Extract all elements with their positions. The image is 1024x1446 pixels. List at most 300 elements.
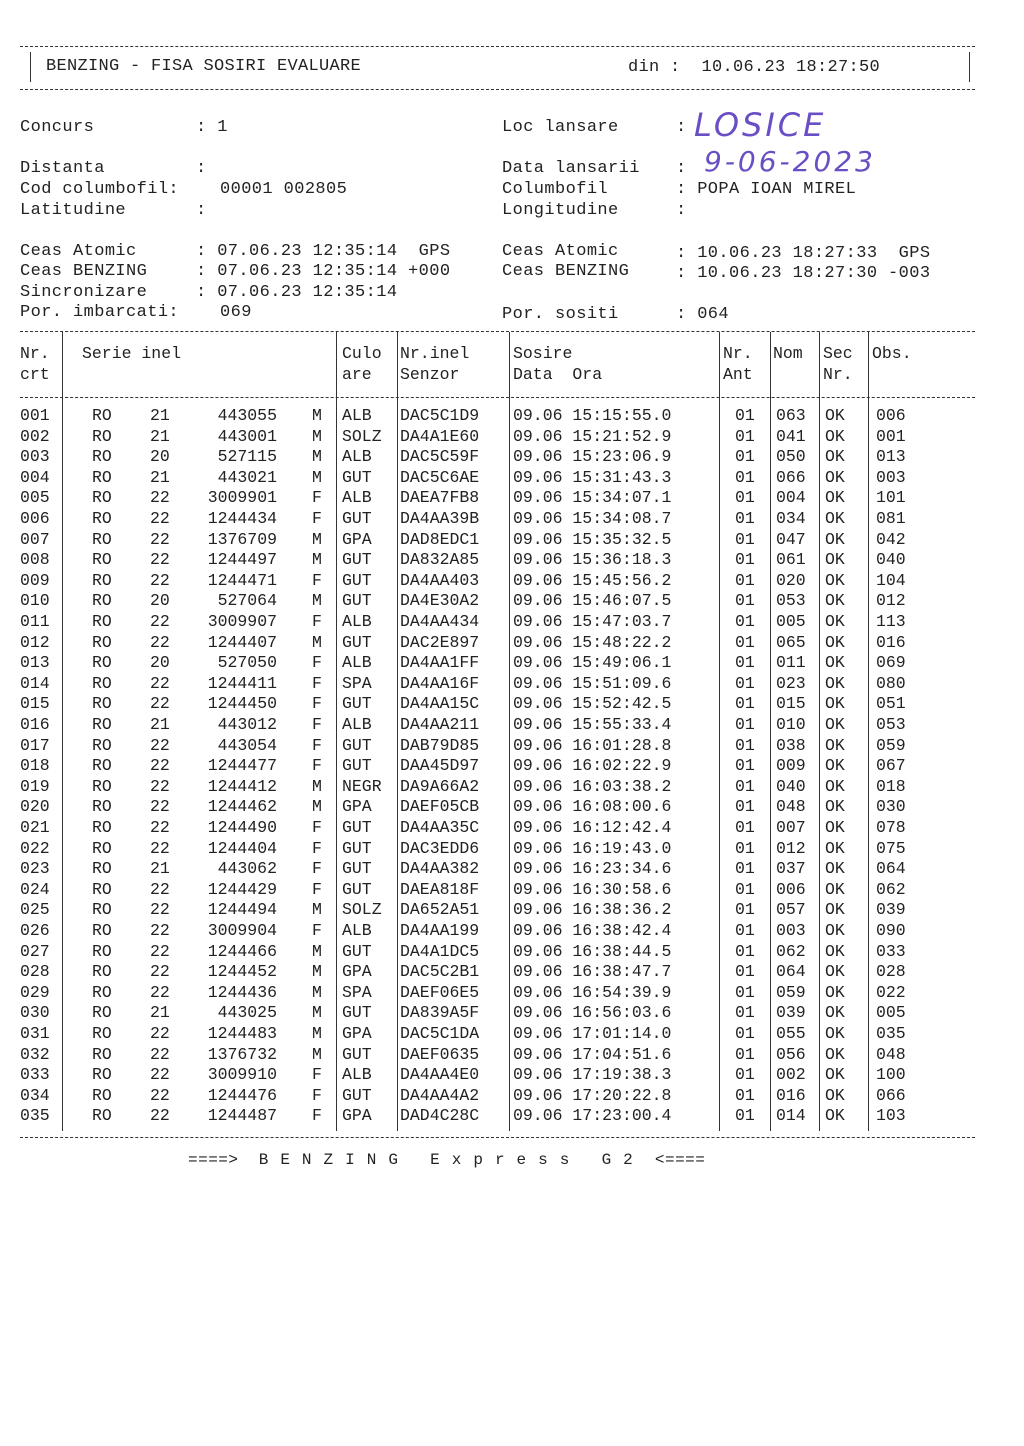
row-color: GUT [342, 1085, 372, 1105]
row-color: GPA [342, 529, 372, 549]
row-ant: 01 [735, 797, 755, 817]
sositi-value: : 064 [676, 305, 730, 324]
table-row [20, 427, 975, 448]
row-nom: 023 [776, 673, 806, 693]
row-ring: 1244487 [207, 1106, 277, 1126]
row-arrival: 09.06 15:31:43.3 [513, 467, 672, 487]
row-ant: 01 [735, 715, 755, 734]
row-obs: 003 [876, 467, 906, 487]
row-sec: OK [825, 467, 845, 487]
row-ring: 443055 [217, 406, 277, 425]
row-obs: 018 [876, 776, 906, 796]
row-year: 21 [150, 467, 170, 487]
table-row [20, 1003, 975, 1024]
row-arrival: 09.06 15:36:18.3 [513, 550, 672, 570]
row-sensor: DA832A85 [400, 550, 480, 570]
row-sensor: DA4AA211 [400, 715, 480, 734]
row-ant: 01 [735, 756, 755, 776]
row-sec: OK [825, 488, 845, 508]
row-sensor: DAC5C1DA [400, 1024, 480, 1043]
row-sex: F [312, 1065, 322, 1085]
row-color: ALB [342, 447, 372, 467]
row-obs: 090 [876, 921, 906, 940]
row-ring: 527064 [217, 591, 277, 611]
row-sec: OK [825, 694, 845, 714]
row-ant: 01 [735, 447, 755, 467]
row-nr: 018 [20, 756, 50, 776]
row-sex: M [312, 1024, 322, 1043]
row-color: GUT [342, 694, 372, 714]
table-row [20, 962, 975, 983]
table-row [20, 839, 975, 860]
row-nom: 037 [776, 859, 806, 879]
table-row [20, 633, 975, 654]
concurs-label: Concurs [20, 118, 95, 137]
row-nr: 027 [20, 941, 50, 961]
row-sex: M [312, 797, 322, 817]
row-obs: 039 [876, 900, 906, 920]
row-ant: 01 [735, 467, 755, 487]
row-ring: 1244466 [207, 941, 277, 961]
row-nr: 007 [20, 529, 50, 549]
row-nom: 003 [776, 921, 806, 940]
row-color: GUT [342, 859, 372, 879]
row-arrival: 09.06 16:19:43.0 [513, 838, 672, 858]
col-ant-header: Nr. [723, 344, 753, 363]
row-ring: 1376709 [207, 529, 277, 549]
row-sensor: DAC3EDD6 [400, 838, 480, 858]
row-arrival: 09.06 15:45:56.2 [513, 570, 672, 590]
row-color: GUT [342, 591, 372, 611]
row-sensor: DAEA818F [400, 879, 480, 899]
sositi-label: Por. sositi [502, 305, 619, 324]
row-obs: 080 [876, 673, 906, 693]
row-nr: 013 [20, 653, 50, 673]
footer-brand: ====> BENZING Express G2 <==== [188, 1151, 706, 1169]
row-ant: 01 [735, 529, 755, 549]
row-sensor: DAD8EDC1 [400, 529, 480, 549]
row-year: 22 [150, 673, 170, 693]
row-sec: OK [825, 921, 845, 940]
col-obs-header: Obs. [872, 344, 912, 363]
table-row [20, 1024, 975, 1045]
row-sex: M [312, 982, 322, 1002]
row-obs: 033 [876, 941, 906, 961]
row-sec: OK [825, 1085, 845, 1105]
row-sec: OK [825, 673, 845, 693]
data-handwritten: 9-06-2023 [704, 145, 876, 178]
row-nr: 028 [20, 962, 50, 982]
row-color: SPA [342, 982, 372, 1002]
row-sec: OK [825, 1065, 845, 1085]
row-color: GUT [342, 818, 372, 837]
row-ring: 3009901 [207, 488, 277, 508]
row-ring: 443062 [217, 859, 277, 879]
row-color: ALB [342, 612, 372, 631]
row-color: GUT [342, 1044, 372, 1064]
row-country: RO [92, 859, 112, 879]
row-arrival: 09.06 15:51:09.6 [513, 673, 672, 693]
row-sex: F [312, 735, 322, 755]
row-sec: OK [825, 529, 845, 549]
row-ant: 01 [735, 879, 755, 899]
row-color: GUT [342, 632, 372, 652]
latitudine-value: : [196, 201, 207, 220]
table-row [20, 674, 975, 695]
row-country: RO [92, 776, 112, 796]
row-ant: 01 [735, 900, 755, 920]
row-country: RO [92, 632, 112, 652]
row-obs: 066 [876, 1085, 906, 1105]
row-obs: 030 [876, 797, 906, 817]
col-culoare-header: Culo [342, 344, 382, 363]
row-sec: OK [825, 982, 845, 1002]
row-sensor: DAB79D85 [400, 735, 480, 755]
row-sensor: DA4AA1FF [400, 653, 480, 673]
col-ant-header-2: Ant [723, 365, 753, 384]
cod-value: 00001 002805 [220, 180, 348, 199]
row-nr: 009 [20, 570, 50, 590]
row-sensor: DA4AA4A2 [400, 1085, 480, 1105]
table-header-rule [20, 397, 975, 398]
row-sensor: DA4A1DC5 [400, 941, 480, 961]
row-sex: F [312, 838, 322, 858]
table-row [20, 777, 975, 798]
row-color: ALB [342, 406, 372, 425]
row-sec: OK [825, 838, 845, 858]
row-year: 22 [150, 632, 170, 652]
row-nr: 025 [20, 900, 50, 920]
row-ant: 01 [735, 632, 755, 652]
row-nr: 026 [20, 921, 50, 940]
row-obs: 042 [876, 529, 906, 549]
row-sex: F [312, 488, 322, 508]
row-ring: 527050 [217, 653, 277, 673]
row-color: GUT [342, 550, 372, 570]
col-nom-header: Nom [773, 344, 803, 363]
row-sex: F [312, 1106, 322, 1126]
row-sensor: DA4AA199 [400, 921, 480, 940]
ceas-benzing-start: : 07.06.23 12:35:14 +000 [196, 262, 451, 281]
row-nom: 010 [776, 715, 806, 734]
loc-handwritten: LOSICE [694, 106, 827, 144]
row-year: 21 [150, 426, 170, 446]
row-sensor: DA4AA4E0 [400, 1065, 480, 1085]
row-obs: 113 [876, 612, 906, 631]
row-nr: 031 [20, 1024, 50, 1043]
row-year: 22 [150, 797, 170, 817]
row-arrival: 09.06 15:23:06.9 [513, 447, 672, 467]
row-obs: 067 [876, 756, 906, 776]
row-country: RO [92, 653, 112, 673]
row-color: ALB [342, 921, 372, 940]
row-sec: OK [825, 1024, 845, 1043]
row-ring: 1244494 [207, 900, 277, 920]
row-year: 22 [150, 570, 170, 590]
row-ant: 01 [735, 673, 755, 693]
row-sec: OK [825, 591, 845, 611]
row-sex: F [312, 570, 322, 590]
row-ant: 01 [735, 612, 755, 631]
row-obs: 078 [876, 818, 906, 837]
table-row [20, 797, 975, 818]
row-nom: 002 [776, 1065, 806, 1085]
row-year: 22 [150, 921, 170, 940]
row-sensor: DA4AA16F [400, 673, 480, 693]
col-sec-header-2: Nr. [823, 365, 853, 384]
row-sex: F [312, 1085, 322, 1105]
sincronizare-value: : 07.06.23 12:35:14 [196, 283, 398, 302]
row-sensor: DA652A51 [400, 900, 480, 920]
row-ring: 443021 [217, 467, 277, 487]
row-sensor: DAEF05CB [400, 797, 480, 817]
table-top-rule [20, 331, 975, 332]
row-nom: 012 [776, 838, 806, 858]
ceas-atomic-end: : 10.06.23 18:27:33 GPS [676, 244, 931, 263]
row-ant: 01 [735, 406, 755, 425]
row-ant: 01 [735, 591, 755, 611]
row-obs: 062 [876, 879, 906, 899]
row-country: RO [92, 818, 112, 837]
row-sensor: DAC5C59F [400, 447, 480, 467]
concurs-value: : 1 [196, 118, 228, 137]
title-right-border [969, 52, 970, 82]
table-row [20, 736, 975, 757]
row-nr: 010 [20, 591, 50, 611]
row-obs: 053 [876, 715, 906, 734]
row-nr: 016 [20, 715, 50, 734]
col-senzor-header: Nr.inel [400, 344, 470, 363]
table-row [20, 571, 975, 592]
row-year: 22 [150, 488, 170, 508]
row-ring: 1244483 [207, 1024, 277, 1043]
row-obs: 101 [876, 488, 906, 508]
row-color: GUT [342, 838, 372, 858]
row-sex: F [312, 612, 322, 631]
row-sec: OK [825, 797, 845, 817]
row-nom: 040 [776, 776, 806, 796]
row-sec: OK [825, 879, 845, 899]
row-ring: 1244407 [207, 632, 277, 652]
row-sensor: DA4E30A2 [400, 591, 480, 611]
row-color: GUT [342, 735, 372, 755]
row-obs: 005 [876, 1003, 906, 1023]
row-nom: 011 [776, 653, 806, 673]
table-row [20, 1106, 975, 1127]
row-color: ALB [342, 488, 372, 508]
row-nom: 020 [776, 570, 806, 590]
row-arrival: 09.06 15:47:03.7 [513, 612, 672, 631]
row-year: 22 [150, 1044, 170, 1064]
row-arrival: 09.06 16:23:34.6 [513, 859, 672, 879]
row-nom: 015 [776, 694, 806, 714]
ceas-atomic-start: : 07.06.23 12:35:14 GPS [196, 242, 451, 261]
row-year: 22 [150, 1085, 170, 1105]
row-country: RO [92, 529, 112, 549]
row-nom: 038 [776, 735, 806, 755]
row-nr: 033 [20, 1065, 50, 1085]
row-ant: 01 [735, 509, 755, 528]
row-color: GPA [342, 1106, 372, 1126]
row-sensor: DAEF0635 [400, 1044, 480, 1064]
row-sensor: DA4AA403 [400, 570, 480, 590]
row-sex: M [312, 529, 322, 549]
row-country: RO [92, 488, 112, 508]
row-ant: 01 [735, 550, 755, 570]
row-arrival: 09.06 16:02:22.9 [513, 756, 672, 776]
row-year: 22 [150, 776, 170, 796]
row-obs: 051 [876, 694, 906, 714]
table-row [20, 591, 975, 612]
row-nr: 030 [20, 1003, 50, 1023]
row-sec: OK [825, 1106, 845, 1126]
row-country: RO [92, 962, 112, 982]
col-serie-header: Serie inel [82, 344, 182, 363]
row-obs: 104 [876, 570, 906, 590]
row-nr: 008 [20, 550, 50, 570]
row-nr: 029 [20, 982, 50, 1002]
row-ant: 01 [735, 962, 755, 982]
row-ring: 1244434 [207, 509, 277, 528]
row-ring: 3009907 [207, 612, 277, 631]
row-arrival: 09.06 15:49:06.1 [513, 653, 672, 673]
row-country: RO [92, 1085, 112, 1105]
row-country: RO [92, 1106, 112, 1126]
row-sec: OK [825, 962, 845, 982]
row-obs: 035 [876, 1024, 906, 1043]
row-country: RO [92, 982, 112, 1002]
row-year: 22 [150, 941, 170, 961]
row-sensor: DAEF06E5 [400, 982, 480, 1002]
row-color: GUT [342, 756, 372, 776]
row-nom: 005 [776, 612, 806, 631]
row-year: 22 [150, 550, 170, 570]
row-ant: 01 [735, 1024, 755, 1043]
row-arrival: 09.06 15:48:22.2 [513, 632, 672, 652]
table-row [20, 1086, 975, 1107]
row-ring: 1244411 [207, 673, 277, 693]
row-ring: 1244404 [207, 838, 277, 858]
row-ant: 01 [735, 859, 755, 879]
row-nr: 005 [20, 488, 50, 508]
row-country: RO [92, 838, 112, 858]
row-sec: OK [825, 859, 845, 879]
row-nr: 017 [20, 735, 50, 755]
row-sec: OK [825, 550, 845, 570]
row-year: 22 [150, 838, 170, 858]
col-sec-header: Sec [823, 344, 853, 363]
row-color: ALB [342, 715, 372, 734]
row-country: RO [92, 447, 112, 467]
row-ant: 01 [735, 818, 755, 837]
row-ring: 1244452 [207, 962, 277, 982]
row-obs: 022 [876, 982, 906, 1002]
row-ring: 443054 [217, 735, 277, 755]
row-year: 21 [150, 715, 170, 734]
col-nr-header: Nr. [20, 344, 50, 363]
row-sec: OK [825, 776, 845, 796]
row-year: 22 [150, 962, 170, 982]
row-sex: M [312, 962, 322, 982]
row-country: RO [92, 591, 112, 611]
row-sex: F [312, 673, 322, 693]
row-nr: 035 [20, 1106, 50, 1126]
row-sex: F [312, 756, 322, 776]
row-obs: 059 [876, 735, 906, 755]
row-nr: 015 [20, 694, 50, 714]
row-color: GUT [342, 509, 372, 528]
row-obs: 075 [876, 838, 906, 858]
row-sensor: DAA45D97 [400, 756, 480, 776]
row-ant: 01 [735, 1085, 755, 1105]
row-country: RO [92, 941, 112, 961]
longitudine-value: : [676, 201, 687, 220]
row-nr: 022 [20, 838, 50, 858]
row-arrival: 09.06 15:55:33.4 [513, 715, 672, 734]
ceas-atomic-label-2: Ceas Atomic [502, 242, 619, 261]
row-arrival: 09.06 15:52:42.5 [513, 694, 672, 714]
row-sex: M [312, 1003, 322, 1023]
row-ant: 01 [735, 426, 755, 446]
row-color: NEGR [342, 776, 382, 796]
row-arrival: 09.06 16:01:28.8 [513, 735, 672, 755]
row-obs: 081 [876, 509, 906, 528]
table-row [20, 818, 975, 839]
row-arrival: 09.06 16:08:00.6 [513, 797, 672, 817]
table-row [20, 509, 975, 530]
row-sec: OK [825, 818, 845, 837]
row-arrival: 09.06 15:34:08.7 [513, 509, 672, 528]
row-sex: F [312, 509, 322, 528]
row-nom: 016 [776, 1085, 806, 1105]
row-ant: 01 [735, 570, 755, 590]
cod-label: Cod columbofil: [20, 180, 180, 199]
row-ring: 1244477 [207, 756, 277, 776]
table-row [20, 1045, 975, 1066]
row-sensor: DAC2E897 [400, 632, 480, 652]
imbarcati-label: Por. imbarcati: [20, 303, 180, 322]
table-row [20, 653, 975, 674]
row-color: ALB [342, 1065, 372, 1085]
table-bottom-rule [20, 1137, 975, 1138]
table-row [20, 447, 975, 468]
row-arrival: 09.06 16:38:36.2 [513, 900, 672, 920]
row-ant: 01 [735, 735, 755, 755]
row-sec: OK [825, 715, 845, 734]
distanta-value: : [196, 159, 207, 178]
row-sex: F [312, 715, 322, 734]
row-ring: 443012 [217, 715, 277, 734]
row-arrival: 09.06 16:30:58.6 [513, 879, 672, 899]
row-year: 21 [150, 406, 170, 425]
row-country: RO [92, 694, 112, 714]
row-ant: 01 [735, 941, 755, 961]
row-ring: 1244436 [207, 982, 277, 1002]
data-lansarii-label: Data lansarii [502, 159, 640, 178]
row-nr: 014 [20, 673, 50, 693]
ceas-atomic-label: Ceas Atomic [20, 242, 137, 261]
row-nom: 048 [776, 797, 806, 817]
row-obs: 001 [876, 426, 906, 446]
row-ant: 01 [735, 1065, 755, 1085]
row-country: RO [92, 467, 112, 487]
latitudine-label: Latitudine [20, 201, 127, 220]
row-sec: OK [825, 756, 845, 776]
row-country: RO [92, 735, 112, 755]
row-sex: M [312, 426, 322, 446]
row-country: RO [92, 406, 112, 425]
row-sec: OK [825, 426, 845, 446]
